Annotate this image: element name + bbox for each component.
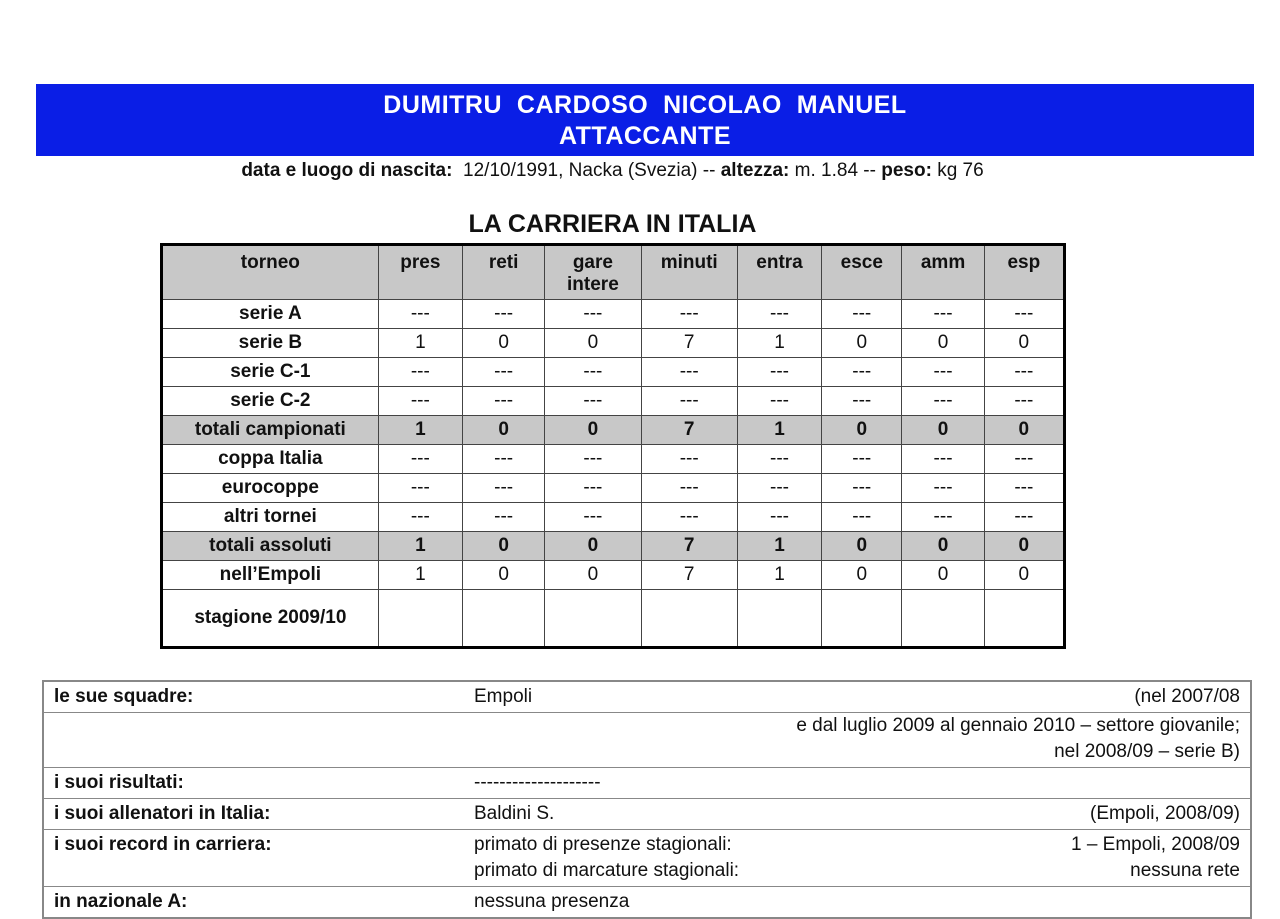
career-row [162, 300, 1065, 329]
stat-cell: 0 [545, 532, 641, 561]
stat-cell: 0 [822, 532, 902, 561]
row-label: altri tornei [162, 503, 379, 532]
coaches-note: (Empoli, 2008/09) [814, 799, 1251, 830]
stat-cell: --- [984, 358, 1064, 387]
column-header: esce [822, 245, 902, 300]
stat-cell: --- [545, 503, 641, 532]
career-row [162, 590, 1065, 648]
separator: -- [702, 160, 716, 181]
record-label: primato di presenze stagionali: [474, 834, 732, 855]
results-value: -------------------- [464, 768, 814, 799]
column-header: minuti [641, 245, 737, 300]
record-value: nessuna rete [1130, 860, 1240, 881]
stat-cell: --- [378, 474, 462, 503]
stat-cell: 0 [822, 416, 902, 445]
stat-cell: 7 [641, 329, 737, 358]
player-role: ATTACCANTE [558, 122, 732, 150]
stat-cell: --- [737, 387, 821, 416]
stat-cell: --- [641, 445, 737, 474]
stat-cell: --- [641, 503, 737, 532]
record-value: 1 – Empoli, 2008/09 [1070, 834, 1240, 855]
records-label: i suoi record in carriera: [43, 830, 464, 887]
stat-cell: 0 [822, 561, 902, 590]
stat-cell [641, 590, 737, 648]
stat-cell: 0 [902, 329, 984, 358]
column-header: torneo [162, 245, 379, 300]
stat-cell: --- [378, 358, 462, 387]
stat-cell: --- [545, 358, 641, 387]
info-table [42, 680, 1252, 919]
stat-cell: --- [378, 503, 462, 532]
career-row [162, 503, 1065, 532]
career-row [162, 416, 1065, 445]
stat-cell: --- [545, 387, 641, 416]
stat-cell [378, 590, 462, 648]
teams-row-continued [43, 713, 1251, 768]
stat-cell: --- [462, 445, 544, 474]
coaches-value: Baldini S. [464, 799, 814, 830]
stat-cell: --- [462, 358, 544, 387]
stat-cell: --- [462, 387, 544, 416]
weight-label: peso: [881, 160, 932, 181]
weight-value: kg 76 [937, 160, 984, 181]
national-label: in nazionale A: [54, 891, 188, 912]
career-row [162, 358, 1065, 387]
stat-cell: 1 [737, 561, 821, 590]
results-label: i suoi risultati: [43, 768, 464, 799]
coaches-label: i suoi allenatori in Italia: [43, 799, 464, 830]
stat-cell: --- [462, 503, 544, 532]
birth-info-line [0, 160, 1225, 182]
stat-cell [462, 590, 544, 648]
column-header: reti [462, 245, 544, 300]
stat-cell: --- [641, 300, 737, 329]
stat-cell: --- [737, 358, 821, 387]
stat-cell: --- [822, 474, 902, 503]
teams-note-line: nel 2008/09 – serie B) [1054, 741, 1240, 762]
record-label: primato di marcature stagionali: [474, 860, 740, 881]
stat-cell: 0 [984, 561, 1064, 590]
stat-cell: --- [902, 445, 984, 474]
stat-cell: --- [902, 300, 984, 329]
stat-cell: 1 [378, 329, 462, 358]
birth-label: data e luogo di nascita: [241, 160, 453, 181]
stat-cell [902, 590, 984, 648]
stat-cell: 1 [378, 532, 462, 561]
stat-cell [822, 590, 902, 648]
coaches-row [43, 799, 1251, 830]
stat-cell: 1 [737, 532, 821, 561]
column-header: gare intere [545, 245, 641, 300]
stat-cell [737, 590, 821, 648]
stat-cell: 0 [462, 561, 544, 590]
stat-cell: 1 [378, 561, 462, 590]
stat-cell: --- [641, 474, 737, 503]
results-row [43, 768, 1251, 799]
player-header-banner [36, 84, 1254, 156]
row-label: serie C-1 [162, 358, 379, 387]
height-value: m. 1.84 [794, 160, 859, 181]
row-label: eurocoppe [162, 474, 379, 503]
stat-cell: --- [545, 300, 641, 329]
stat-cell: 0 [545, 416, 641, 445]
stat-cell: --- [984, 445, 1064, 474]
teams-note-extra [43, 713, 1251, 768]
stat-cell: 0 [545, 561, 641, 590]
teams-row [43, 681, 1251, 713]
stat-cell: --- [641, 387, 737, 416]
stat-cell: --- [902, 474, 984, 503]
row-label: stagione 2009/10 [162, 590, 379, 648]
stat-cell: --- [902, 387, 984, 416]
stat-cell: --- [984, 474, 1064, 503]
national-value: nessuna presenza [474, 891, 630, 912]
stat-cell: 0 [984, 532, 1064, 561]
row-label: serie B [162, 329, 379, 358]
stat-cell: 0 [984, 416, 1064, 445]
stat-cell: --- [462, 300, 544, 329]
stat-cell: --- [822, 445, 902, 474]
row-label: coppa Italia [162, 445, 379, 474]
column-header: amm [902, 245, 984, 300]
stat-cell: 7 [641, 416, 737, 445]
stat-cell: --- [822, 503, 902, 532]
stat-cell: 0 [902, 416, 984, 445]
stat-cell: 0 [462, 329, 544, 358]
career-header-row [162, 245, 1065, 300]
career-row [162, 329, 1065, 358]
height-label: altezza: [720, 160, 790, 181]
stat-cell: 1 [737, 416, 821, 445]
stat-cell: --- [737, 474, 821, 503]
career-row [162, 445, 1065, 474]
stat-cell: 7 [641, 532, 737, 561]
stat-cell: --- [984, 503, 1064, 532]
records-values [814, 830, 1251, 887]
column-header: esp [984, 245, 1064, 300]
stat-cell: --- [545, 445, 641, 474]
career-row [162, 532, 1065, 561]
stat-cell: 0 [902, 532, 984, 561]
teams-label: le sue squadre: [43, 681, 464, 713]
stat-cell: --- [378, 387, 462, 416]
career-row [162, 474, 1065, 503]
separator: -- [863, 160, 876, 181]
column-header: entra [737, 245, 821, 300]
teams-note [814, 681, 1251, 713]
stat-cell: 0 [462, 416, 544, 445]
stat-cell [545, 590, 641, 648]
birth-value: 12/10/1991, Nacka (Svezia) [463, 160, 698, 181]
stat-cell: --- [822, 300, 902, 329]
stat-cell: --- [902, 358, 984, 387]
stat-cell: 0 [984, 329, 1064, 358]
stat-cell: --- [737, 503, 821, 532]
stat-cell: 0 [462, 532, 544, 561]
row-label: serie A [162, 300, 379, 329]
stat-cell: --- [984, 300, 1064, 329]
records-labels [464, 830, 814, 887]
stat-cell: --- [462, 474, 544, 503]
career-row [162, 387, 1065, 416]
stat-cell: 1 [737, 329, 821, 358]
column-header: pres [378, 245, 462, 300]
career-table [160, 243, 1066, 649]
career-row [162, 561, 1065, 590]
row-label: serie C-2 [162, 387, 379, 416]
stat-cell: 0 [545, 329, 641, 358]
stat-cell: 1 [378, 416, 462, 445]
stat-cell: --- [984, 387, 1064, 416]
stat-cell: 0 [822, 329, 902, 358]
stat-cell: --- [545, 474, 641, 503]
row-label: totali assoluti [162, 532, 379, 561]
row-label: nell’Empoli [162, 561, 379, 590]
stat-cell: --- [641, 358, 737, 387]
stat-cell: --- [822, 358, 902, 387]
records-row [43, 830, 1251, 887]
teams-note-line: e dal luglio 2009 al gennaio 2010 – settore giovanile; [796, 715, 1240, 736]
row-label: totali campionati [162, 416, 379, 445]
stat-cell: --- [822, 387, 902, 416]
national-row [43, 887, 1251, 919]
stat-cell: --- [378, 445, 462, 474]
stat-cell [984, 590, 1064, 648]
stat-cell: 0 [902, 561, 984, 590]
player-name: DUMITRU CARDOSO NICOLAO MANUEL [383, 91, 907, 119]
teams-note-line: (nel 2007/08 [1134, 686, 1240, 707]
teams-value: Empoli [464, 681, 814, 713]
stat-cell: 7 [641, 561, 737, 590]
stat-cell: --- [737, 445, 821, 474]
stat-cell: --- [737, 300, 821, 329]
career-title: LA CARRIERA IN ITALIA [468, 210, 757, 238]
stat-cell: --- [378, 300, 462, 329]
stat-cell: --- [902, 503, 984, 532]
